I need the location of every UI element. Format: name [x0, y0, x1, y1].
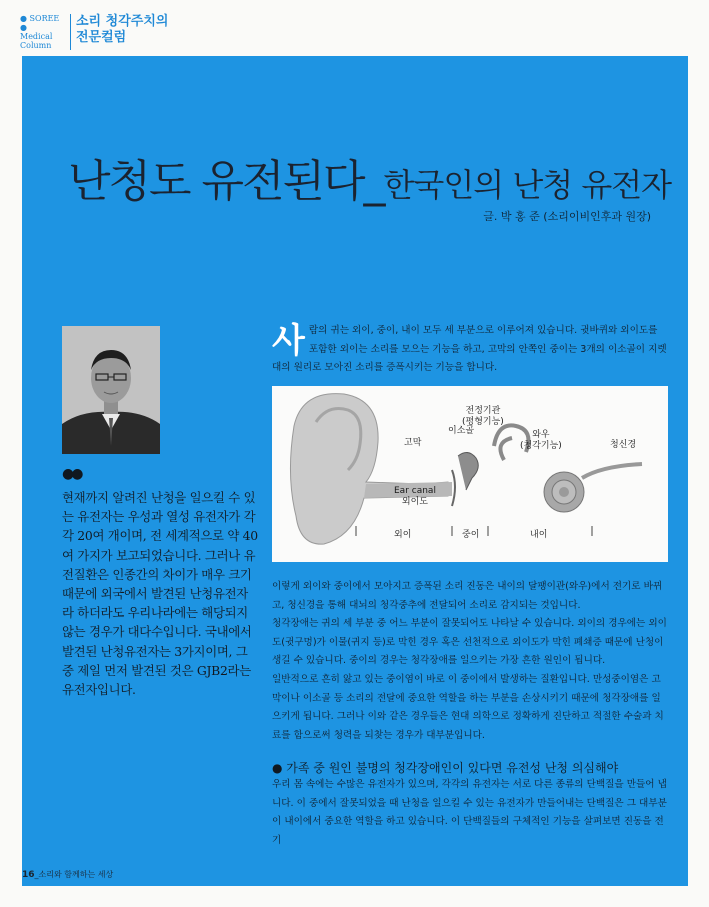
label-outer-ear: 외이	[394, 530, 412, 540]
intro-text: 람의 귀는 외이, 중이, 내이 모두 세 부분으로 이루어져 있습니다. 귓바퀴와 외이도를 포함한 외이는 소리를 모으는 기능을 하고, 고막의 안쪽인 중이는 3개의 이소골이 지렛대의 원리로 모아진 소리를 증폭시키는 기능을 합니다.	[272, 325, 667, 374]
sidebar-text: 현재까지 알려진 난청을 일으킬 수 있는 유전자는 우성과 열성 유전자가 각각 20여 개이며, 전 세계적으로 약 40여 가지가 보고되었습니다. 그러나 유전질환은 인종간의 차이가 매우 크기 때문에 외국에서 발견된 난청유전자라 하더라도 우리나라에는 해당되지 않는 경우가 대다수입니다. 국내에서 발견된 난청유전자는 3가지이며, 그 중 제일 먼저 발견된 것은 GJB2라는 유전자입니다.	[62, 490, 258, 698]
ear-diagram	[272, 386, 668, 562]
label-cochlea: 와우 (청각기능)	[520, 430, 562, 451]
label-inner-ear: 내이	[530, 530, 548, 540]
footer-text: _소리와 함께하는 세상	[34, 870, 114, 879]
drop-cap: 사	[272, 321, 305, 361]
brand-logo: ● SOREE ● Medical Column	[20, 14, 60, 50]
body-paragraph: 이렇게 외이와 중이에서 모아지고 증폭된 소리 진동은 내이의 달팽이관(와우)에서 전기로 바뀌고, 청신경을 통해 대뇌의 청각중추에 전달되어 소리로 감지되는 것입니다.	[272, 581, 663, 611]
body-paragraph: 청각장애는 귀의 세 부분 중 어느 부분이 잘못되어도 나타날 수 있습니다. 외이의 경우에는 외이도(귓구멍)가 이물(귀지 등)로 막힌 경우 혹은 선천적으로 외이도가 막힌 폐쇄증 때문에 난청이 생길 수 있습니다. 중이의 경우는 청각장애를 일으키는 가장 흔한 원인이 됩니다.	[272, 618, 667, 667]
body-paragraph: 일반적으로 흔히 앓고 있는 중이염이 바로 이 중이에서 발생하는 질환입니다. 만성중이염은 고막이나 이소골 등 소리의 전달에 중요한 역할을 하는 부분을 손상시키기 때문에 청각장애를 일으키게 됩니다. 그러나 이와 같은 경우들은 현대 의학으로 정확하게 진단하고 적절한 수술과 치료를 함으로써 청력을 되찾는 경우가 대부분입니다.	[272, 673, 664, 741]
label-ossicles: 이소골	[448, 426, 475, 436]
section-heading: ● 가족 중 원인 불명의 청각장애인이 있다면 유전성 난청 의심해야	[272, 761, 619, 775]
column-title: 소리 청각주치의 전문컬럼	[76, 14, 169, 45]
label-ear-canal: Ear canal 외이도	[394, 486, 436, 507]
label-nerve: 청신경	[610, 440, 637, 450]
page-number: 16	[22, 870, 35, 880]
title-main: 난청도 유전된다_	[68, 156, 384, 207]
article-title	[68, 145, 671, 209]
author-photo	[62, 326, 160, 454]
label-middle-ear: 중이	[462, 530, 480, 540]
title-sub: 한국인의 난청 유전자	[383, 166, 672, 204]
header-divider	[70, 14, 71, 50]
column-header	[20, 14, 220, 54]
intro-paragraph	[272, 322, 668, 378]
body-section	[272, 578, 668, 745]
byline: 글. 박 홍 준 (소리이비인후과 원장)	[483, 210, 651, 223]
label-eardrum: 고막	[404, 438, 422, 448]
page-footer	[22, 869, 113, 880]
sidebar-bullets: ●●	[62, 466, 81, 482]
label-semicircular: 전정기관 (평형기능)	[462, 406, 504, 427]
section-paragraph: 우리 몸 속에는 수많은 유전자가 있으며, 각각의 유전자는 서로 다른 종류의 단백질을 만들어 냅니다. 이 중에서 잘못되었을 때 난청을 일으킬 수 있는 유전자가 만들어내는 단백질은 그 대부분이 내이에서 중요한 역할을 하고 있습니다. 이 단백질들의 구체적인 기능을 살펴보면 진동을 전기	[272, 779, 667, 846]
